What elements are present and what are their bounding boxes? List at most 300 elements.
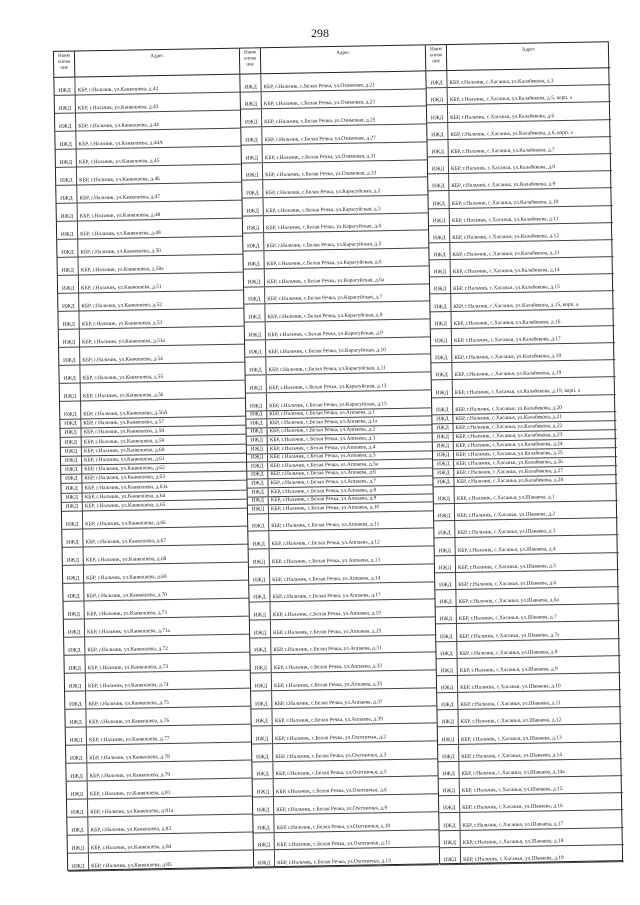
cell-address: КБР, г.Нальчик, ул.Канкошева, д.64	[84, 492, 166, 501]
cell-address: КБР, г.Нальчик, с.Белая Речка, ул.Охотничья, д.10	[276, 822, 391, 831]
cell-address: КБР, г.Нальчик, с.Хасанья, ул.Шаваева, д.6	[458, 580, 557, 588]
table-column-3	[426, 42, 624, 863]
cell-type: ИЖД	[438, 745, 459, 762]
cell-address: КБР, г.Нальчик, с.Хасанья, ул.Шаваева, д.11	[460, 700, 561, 709]
cell-address: КБР, г.Нальчик, с.Хасанья, ул.Калабекова, д.23	[455, 431, 563, 440]
cell-address: КБР, г.Нальчик, с.Белая Речка, ул.Аппаева, д.1	[269, 409, 375, 418]
cell-address: КБР, г.Нальчик, с.Хасанья, ул.Калабекова, д.21	[455, 413, 563, 422]
cell-address: КБР, г.Нальчик, ул.Канкошева, д.47	[79, 194, 161, 202]
cell-address: КБР, г.Нальчик, с.Хасанья, ул.Шаваева, д.15	[461, 786, 563, 795]
cell-type: ИЖД	[251, 673, 272, 690]
cell-address: КБР, г.Нальчик, ул.Канкошева, д.61	[83, 456, 165, 464]
cell-type: ИЖД	[67, 817, 88, 834]
cell-type: ИЖД	[66, 763, 87, 780]
cell-type: ИЖД	[435, 556, 456, 573]
cell-address: КБР, г.Нальчик, ул.Канкошева, д.46	[79, 176, 160, 184]
cell-address: КБР, г.Нальчик, с.Хасанья, ул.Калабекова, д.24	[455, 440, 563, 449]
cell-address: КБР, г.Нальчик, с.Хасанья, ул.Калабекова, д.16	[453, 318, 561, 327]
cell-type: ИЖД	[426, 71, 447, 88]
cell-address: КБР, г.Нальчик, с.Хасанья, ул.Калабекова, д.25	[455, 449, 563, 458]
cell-type: ИЖД	[56, 150, 77, 167]
cell-type: ИЖД	[431, 312, 452, 329]
cell-address: КБР, г.Нальчик, ул.Канкошева, д.53а	[81, 338, 165, 346]
cell-address: КБР, г.Нальчик, с.Хасанья, ул.Шаваева, д.8	[459, 648, 558, 657]
cell-address: КБР, г.Нальчик, с.Белая Речка, ул.Карасуйская, д.7	[267, 294, 383, 303]
cell-type: ИЖД	[63, 547, 84, 564]
cell-address: КБР, г.Нальчик, с.Белая Речка, ул.Карасуйская, д.5	[266, 241, 382, 250]
cell-type: ИЖД	[62, 529, 83, 546]
cell-type: ИЖД	[427, 105, 448, 122]
cell-type: ИЖД	[440, 848, 461, 865]
address-table	[53, 41, 623, 871]
cell-type: ИЖД	[60, 383, 81, 400]
cell-address: КБР, г.Нальчик, ул.Канкошева, д.51	[80, 284, 162, 292]
cell-type: ИЖД	[431, 346, 452, 363]
cell-address: КБР, г.Нальчик, с.Хасанья, ул.Калабекова, д.18	[454, 353, 562, 362]
cell-type: ИЖД	[68, 853, 89, 870]
cell-address: КБР, г.Нальчик, с.Белая Речка, ул.Озимовая, д.21	[263, 82, 375, 90]
header-type: Наим енова ние	[426, 45, 447, 70]
cell-address: КБР, г.Нальчик, с.Хасанья, ул.Калабекова, д.22	[455, 422, 563, 431]
cell-type: ИЖД	[247, 462, 268, 470]
cell-address: КБР, г.Нальчик, с.Хасанья, ул.Калабекова, д.15, корп. а	[453, 301, 579, 310]
cell-address: КБР, г.Нальчик, с.Хасанья, ул.Калабекова, д.11	[451, 215, 559, 224]
cell-type: ИЖД	[60, 419, 81, 428]
cell-address: КБР, г.Нальчик, с.Хасанья, ул.Шаваева, д.5	[457, 562, 556, 571]
cell-address: КБР, г.Нальчик, с.Хасанья, ул.Шаваева, д.14а	[461, 769, 565, 777]
cell-address: КБР, г.Нальчик, с.Белая Речка, ул.Карасуйская, д.15	[269, 400, 387, 409]
cell-type: ИЖД	[250, 656, 271, 673]
cell-type: ИЖД	[432, 398, 453, 415]
cell-address: КБР, г.Нальчик, с.Хасанья, ул.Калабекова, д.6	[450, 112, 555, 121]
cell-address: КБР, г.Нальчик, ул.Канкошева, д.55	[82, 374, 164, 382]
cell-address: КБР, г.Нальчик, с.Хасанья, ул.Шаваева, д.9	[459, 666, 558, 674]
cell-type: ИЖД	[428, 157, 449, 174]
cell-type: ИЖД	[250, 638, 271, 655]
header-type: Наим енова ние	[54, 52, 75, 77]
cell-type: ИЖД	[248, 497, 269, 505]
cell-address: КБР, г.Нальчик, с.Белая Речка, ул.Охотничья, д.9	[276, 805, 388, 813]
cell-type: ИЖД	[429, 209, 450, 226]
cell-type: ИЖД	[58, 275, 79, 292]
cell-type: ИЖД	[435, 573, 456, 590]
cell-address: КБР, г.Нальчик, с.Хасанья, ул.Шаваева, д.3	[457, 528, 556, 537]
cell-address: КБР, г.Нальчик, с.Хасанья, ул.Калабекова, д.13	[452, 250, 560, 259]
cell-address: КБР, г.Нальчик, с.Белая Речка, ул.Аппаева, д.7	[270, 478, 377, 487]
cell-address: КБР, г.Нальчик, ул.Канкошева, д.84	[90, 843, 172, 852]
cell-address: КБР, г.Нальчик, с.Белая Речка, ул.Озимовая, д.31	[264, 152, 377, 161]
cell-type: ИЖД	[248, 488, 269, 496]
cell-type: ИЖД	[254, 850, 275, 867]
cell-type: ИЖД	[437, 693, 458, 710]
cell-type: ИЖД	[433, 478, 454, 486]
cell-address: КБР, г.Нальчик, ул.Канкошева, д.50а	[80, 266, 164, 274]
cell-address: КБР, г.Нальчик, ул.Канкошева, д.75	[88, 699, 169, 708]
cell-type: ИЖД	[55, 132, 76, 149]
cell-type: ИЖД	[246, 393, 267, 410]
cell-type: ИЖД	[431, 363, 452, 380]
cell-address: КБР, г.Нальчик, ул.Канкошева, д.83	[90, 825, 172, 834]
cell-address: КБР, г.Нальчик, ул.Канкошева, д.48	[79, 212, 161, 220]
cell-type: ИЖД	[438, 762, 459, 779]
cell-type: ИЖД	[65, 709, 86, 726]
cell-type: ИЖД	[430, 260, 451, 277]
cell-address: КБР, г.Нальчик, с.Хасанья, ул.Шаваева, д.1	[456, 494, 555, 502]
cell-type: ИЖД	[246, 419, 267, 427]
cell-address: КБР, г.Нальчик, с.Хасанья, ул.Шаваева, д.14	[461, 751, 562, 760]
cell-type: ИЖД	[440, 831, 461, 848]
cell-address: КБР, г.Нальчик, с.Белая Речка, ул.Карасуйская, д.3	[265, 205, 381, 214]
cell-type: ИЖД	[243, 251, 264, 268]
cell-address: КБР, г.Нальчик, с.Белая Речка, ул.Аппаева, д.5	[269, 452, 376, 461]
cell-type: ИЖД	[427, 123, 448, 140]
cell-address: КБР, г.Нальчик, с.Хасанья, ул.Калабекова, д.10	[451, 198, 559, 207]
cell-type: ИЖД	[433, 433, 454, 441]
cell-type: ИЖД	[433, 442, 454, 450]
cell-address: КБР, г.Нальчик, с.Белая Речка, ул.Карасуйская, д.6	[266, 259, 382, 268]
cell-address: КБР, г.Нальчик, с.Белая Речка, ул.Аппаева, д.31	[273, 645, 382, 654]
cell-type: ИЖД	[248, 532, 269, 549]
column-body	[54, 75, 253, 870]
cell-address: КБР, г.Нальчик, с.Хасанья, ул.Шаваева, д.10	[460, 683, 561, 691]
cell-address: КБР, г.Нальчик, с.Белая Речка, ул.Карасуйская, д.11	[268, 365, 387, 374]
cell-address: КБР, г.Нальчик, с.Хасанья, ул.Калабекова, д.8	[450, 164, 556, 173]
cell-type: ИЖД	[250, 620, 271, 637]
cell-type: ИЖД	[59, 365, 80, 382]
cell-type: ИЖД	[431, 329, 452, 346]
cell-address: КБР, г.Нальчик, ул.Канкошева, д.71	[86, 610, 168, 618]
cell-address: КБР, г.Нальчик, ул.Канкошева, д.56	[82, 392, 164, 400]
cell-address: КБР, г.Нальчик, ул.Канкошева, д.73	[87, 663, 169, 672]
cell-type: ИЖД	[436, 624, 457, 641]
cell-address: КБР, г.Нальчик, ул.Канкошева, д.71а	[86, 627, 171, 636]
cell-address: КБР, г.Нальчик, с.Белая Речка, ул.Охотничья, д.13	[277, 858, 391, 867]
cell-type: ИЖД	[61, 438, 82, 447]
cell-type: ИЖД	[427, 88, 448, 105]
cell-address: КБР, г.Нальчик, с.Хасанья, ул.Шаваева, д.19	[463, 855, 564, 863]
cell-type: ИЖД	[437, 659, 458, 676]
cell-type: ИЖД	[433, 460, 454, 468]
cell-address: КБР, г.Нальчик, с.Белая Речка, ул.Охотничья, д.5	[275, 769, 387, 778]
cell-address: КБР, г.Нальчик, с.Белая Речка, ул.Аппаева, д.13	[271, 557, 381, 566]
cell-type: ИЖД	[61, 465, 82, 474]
cell-address: КБР, г.Нальчик, с.Белая Речка, ул.Аппаева, д.2	[269, 426, 376, 435]
cell-address: КБР, г.Нальчик, ул.Канкошева, д.76	[88, 717, 170, 726]
table-row	[68, 851, 253, 872]
cell-type: ИЖД	[241, 127, 262, 144]
cell-type: ИЖД	[63, 565, 84, 582]
cell-type: ИЖД	[428, 174, 449, 191]
cell-address: КБР, г.Нальчик, ул.Канкошева, д.56А	[83, 409, 168, 418]
cell-type: ИЖД	[242, 145, 263, 162]
cell-type: ИЖД	[244, 269, 265, 286]
cell-address: КБР, г.Нальчик, с.Белая Речка, ул.Охотничья, д.6	[275, 787, 387, 796]
cell-address: КБР, г.Нальчик, с.Хасанья, ул.Шаваева, д.13	[460, 734, 562, 743]
cell-address: КБР, г.Нальчик, с.Хасанья, ул.Шаваева, д.16	[462, 803, 563, 812]
cell-type: ИЖД	[249, 567, 270, 584]
cell-type: ИЖД	[64, 601, 85, 618]
cell-type: ИЖД	[439, 813, 460, 830]
cell-address: КБР, г.Нальчик, с.Белая Речка, ул.Охотничья, д.2	[274, 734, 387, 743]
cell-type: ИЖД	[242, 198, 263, 215]
cell-type: ИЖД	[434, 504, 455, 521]
cell-type: ИЖД	[66, 745, 87, 762]
cell-address: КБР, г.Нальчик, ул.Канкошева, д.72	[87, 645, 168, 654]
cell-type: ИЖД	[61, 456, 82, 465]
cell-address: КБР, г.Нальчик, с.Белая Речка, ул.Аппаева, д.14	[272, 574, 381, 583]
cell-type: ИЖД	[437, 676, 458, 693]
cell-type: ИЖД	[66, 727, 87, 744]
cell-type: ИЖД	[249, 549, 270, 566]
cell-address: КБР, г.Нальчик, с.Белая Речка, ул.Аппаева, д.4	[269, 443, 376, 452]
cell-address: КБР, г.Нальчик, с.Хасанья, ул.Калабекова, д.20	[455, 404, 562, 413]
cell-address: КБР, г.Нальчик, ул.Канкошева, д.62	[84, 465, 165, 473]
cell-type: ИЖД	[56, 186, 77, 203]
cell-address: КБР, г.Нальчик, с.Белая Речка, ул.Аппаева, д.5а	[270, 461, 379, 469]
cell-type: ИЖД	[433, 451, 454, 459]
cell-type: ИЖД	[62, 511, 83, 528]
column-header	[54, 49, 239, 78]
cell-address: КБР, г.Нальчик, с.Белая Речка, ул.Озимовая, д.27	[264, 135, 376, 144]
cell-type: ИЖД	[429, 226, 450, 243]
cell-address: КБР, г.Нальчик, ул.Канкошева, д.63а	[84, 483, 168, 492]
cell-type: ИЖД	[247, 480, 268, 488]
cell-type: ИЖД	[62, 493, 83, 502]
cell-type: ИЖД	[64, 619, 85, 636]
cell-address: КБР, г.Нальчик, с.Белая Речка, ул.Аппаева, д.1а	[269, 418, 378, 426]
cell-address: КБР, г.Нальчик, с.Хасанья, ул.Калабекова, д.5, корп. а	[449, 95, 573, 104]
cell-type: ИЖД	[251, 691, 272, 708]
cell-type: ИЖД	[244, 287, 265, 304]
cell-address: КБР, г.Нальчик, с.Белая Речка, ул.Аппаева, д.25	[273, 627, 382, 636]
cell-address: КБР, г.Нальчик, с.Хасанья, ул.Шаваева, д.4	[457, 545, 556, 554]
table-column-2	[240, 45, 440, 866]
table-row	[254, 848, 439, 869]
cell-type: ИЖД	[64, 637, 85, 654]
cell-address: КБР, г.Нальчик, с.Белая Речка, ул.Аппаева, д.33	[273, 663, 383, 672]
cell-type: ИЖД	[251, 709, 272, 726]
cell-type: ИЖД	[57, 257, 78, 274]
cell-address: КБР, г.Нальчик, ул.Канкошева, д.57	[83, 419, 165, 427]
cell-type: ИЖД	[253, 797, 274, 814]
cell-address: КБР, г.Нальчик, с.Хасанья, ул.Калабекова, д.7	[450, 147, 555, 155]
cell-address: КБР, г.Нальчик, ул.Канкошева, д.66	[85, 520, 166, 528]
cell-address: КБР, г.Нальчик, с.Хасанья, ул.Шаваева, д.7а	[459, 631, 560, 640]
cell-address: КБР, г.Нальчик, ул.Канкошева, д.44А	[78, 140, 164, 148]
cell-address: КБР, г.Нальчик, с.Белая Речка, ул.Карасуйская, д.2	[265, 188, 381, 197]
cell-address: КБР, г.Нальчик, с.Белая Речка, ул.Озимовая, д.25	[264, 117, 376, 126]
cell-address: КБР, г.Нальчик, с.Белая Речка, ул.Охотничья, д.3	[275, 751, 387, 760]
cell-type: ИЖД	[243, 234, 264, 251]
cell-type: ИЖД	[253, 815, 274, 832]
cell-type: ИЖД	[247, 437, 268, 445]
cell-type: ИЖД	[241, 110, 262, 127]
cell-type: ИЖД	[243, 216, 264, 233]
cell-address: КБР, г.Нальчик, с.Хасанья, ул.Калабекова, д.28	[456, 476, 564, 485]
cell-address: КБР, г.Нальчик, с.Белая Речка, ул.Аппаева, д.19	[272, 610, 382, 619]
cell-type: ИЖД	[429, 243, 450, 260]
cell-address: КБР, г.Нальчик, с.Хасанья, ул.Калабекова, д.19	[454, 370, 562, 379]
cell-address: КБР, г.Нальчик, ул.Канкошева, д.58	[83, 428, 165, 436]
cell-address: КБР, г.Нальчик, с.Белая Речка, ул.Аппаева, д.17	[272, 592, 381, 601]
cell-address: КБР, г.Нальчик, ул.Канкошева, д.81	[89, 789, 171, 798]
cell-type: ИЖД	[57, 204, 78, 221]
header-type: Наим енова ние	[240, 48, 261, 73]
header-address: Адрес	[336, 50, 350, 56]
cell-type: ИЖД	[65, 673, 86, 690]
cell-address: КБР, г.Нальчик, ул.Канкошева, д.54	[82, 356, 163, 364]
cell-address: КБР, г.Нальчик, с.Белая Речка, ул.Аппаева, д.12	[271, 539, 380, 548]
cell-address: КБР, г.Нальчик, с.Хасанья, ул.Калабекова, д.9	[451, 181, 556, 190]
column-body	[426, 68, 624, 863]
cell-address: КБР, г.Нальчик, с.Хасанья, ул.Шаваева, д.17	[462, 820, 564, 829]
cell-type: ИЖД	[437, 710, 458, 727]
column-header	[426, 42, 610, 71]
cell-type: ИЖД	[246, 375, 267, 392]
cell-address: КБР, г.Нальчик, ул.Канкошева, д.69	[86, 574, 167, 582]
cell-type: ИЖД	[246, 411, 267, 419]
cell-type: ИЖД	[240, 74, 261, 91]
cell-type: ИЖД	[435, 590, 456, 607]
cell-address: КБР, г.Нальчик, ул.Канкошева, д.44	[78, 122, 159, 130]
cell-address: КБР, г.Нальчик, с.Белая Речка, ул.Охотничья, д.11	[276, 840, 391, 849]
cell-address: КБР, г.Нальчик, ул.Канкошева, д.49	[80, 230, 161, 238]
cell-type: ИЖД	[61, 475, 82, 484]
cell-type: ИЖД	[432, 380, 453, 397]
cell-type: ИЖД	[433, 469, 454, 477]
cell-type: ИЖД	[247, 428, 268, 436]
cell-type: ИЖД	[428, 140, 449, 157]
cell-type: ИЖД	[253, 780, 274, 797]
table-row	[440, 845, 624, 865]
cell-address: КБР, г.Нальчик, с.Хасанья, ул.Калабекова, д.26	[456, 458, 563, 467]
cell-address: КБР, г.Нальчик, ул.Канкошева, д.59	[83, 437, 165, 446]
page-number: 298	[311, 26, 329, 40]
cell-type: ИЖД	[436, 607, 457, 624]
cell-type: ИЖД	[247, 445, 268, 453]
cell-type: ИЖД	[241, 92, 262, 109]
cell-address: КБР, г.Нальчик, ул.Канкошева, д.43	[77, 104, 159, 112]
cell-address: КБР, г.Нальчик, с.Белая Речка, ул.Карасуйская, д.6а	[266, 276, 385, 285]
cell-address: КБР, г.Нальчик, с.Хасанья, ул.Калабекова, д.17	[453, 336, 561, 345]
cell-address: КБР, г.Нальчик, с.Хасанья, ул.Калабекова, д.6, корп. а	[450, 129, 573, 138]
cell-type: ИЖД	[59, 347, 80, 364]
cell-type: ИЖД	[68, 835, 89, 852]
cell-type: ИЖД	[54, 78, 75, 95]
cell-address: КБР, г.Нальчик, ул.Канкошева, д.68	[85, 556, 167, 564]
cell-address: КБР, г.Нальчик, с.Белая Речка, ул.Озимовая, д.23	[263, 99, 376, 108]
cell-type: ИЖД	[252, 744, 273, 761]
cell-type: ИЖД	[439, 796, 460, 813]
cell-address: КБР, г.Нальчик, ул.Канкошева, д.63	[84, 474, 165, 482]
cell-type: ИЖД	[245, 358, 266, 375]
cell-address: КБР, г.Нальчик, ул.Канкошева, д.45	[78, 158, 160, 166]
cell-type: ИЖД	[55, 114, 76, 131]
cell-type: ИЖД	[62, 502, 83, 511]
cell-address: КБР, г.Нальчик, с.Хасанья, ул.Шаваева, д.12	[460, 717, 562, 726]
cell-address: КБР, г.Нальчик, с.Белая Речка, ул.Аппаева, д.37	[274, 698, 383, 707]
cell-address: КБР, г.Нальчик, ул.Канкошева, д.79	[89, 771, 171, 780]
cell-address: КБР, г.Нальчик, ул.Канкошева, д.77	[88, 735, 170, 744]
cell-type: ИЖД	[438, 727, 459, 744]
cell-type: ИЖД	[436, 641, 457, 658]
cell-address: КБР, г.Нальчик, с.Белая Речка, ул.Аппаева, д.3	[269, 435, 376, 444]
cell-type: ИЖД	[252, 726, 273, 743]
cell-type: ИЖД	[244, 305, 265, 322]
cell-address: КБР, г.Нальчик, с.Белая Речка, ул.Аппаева, д.35	[273, 681, 383, 690]
column-body	[240, 71, 439, 866]
cell-address: КБР, г.Нальчик, ул.Канкошева, д.52	[81, 302, 162, 310]
cell-address: КБР, г.Нальчик, ул.Канкошева, д.53	[81, 320, 163, 328]
cell-address: КБР, г.Нальчик, с.Белая Речка, ул.Аппаева, д.8	[270, 486, 377, 495]
cell-type: ИЖД	[249, 585, 270, 602]
cell-address: КБР, г.Нальчик, с.Хасанья, ул.Калабекова, д.15	[453, 284, 560, 293]
cell-type: ИЖД	[252, 762, 273, 779]
cell-type: ИЖД	[61, 484, 82, 493]
cell-address: КБР, г.Нальчик, ул.Канкошева, д.60	[83, 446, 165, 455]
cell-type: ИЖД	[439, 779, 460, 796]
cell-address: КБР, г.Нальчик, ул.Канкошева, д.70	[86, 592, 168, 600]
cell-address: КБР, г.Нальчик, ул.Канкошева, д.67	[85, 538, 167, 546]
cell-type: ИЖД	[58, 293, 79, 310]
cell-type: ИЖД	[250, 602, 271, 619]
cell-type: ИЖД	[64, 655, 85, 672]
cell-address: КБР, г.Нальчик, с.Белая Речка, ул.Аппаева, д.10	[270, 504, 380, 512]
cell-type: ИЖД	[432, 424, 453, 432]
cell-address: КБР, г.Нальчик, с.Белая Речка, ул.Аппаева, д.39	[274, 716, 383, 725]
cell-type: ИЖД	[55, 96, 76, 113]
cell-address: КБР, г.Нальчик, с.Белая Речка, ул.Карасуйская, д.4	[265, 223, 382, 232]
cell-type: ИЖД	[248, 505, 269, 513]
cell-address: КБР, г.Нальчик, ул.Канкошева, д.42	[77, 86, 159, 94]
cell-address: КБР, г.Нальчик, с.Белая Речка, ул.Карасуйская, д.9	[267, 329, 383, 338]
cell-type: ИЖД	[65, 691, 86, 708]
cell-address: КБР, г.Нальчик, ул.Канкошева, д.74	[87, 681, 169, 690]
cell-type: ИЖД	[434, 487, 455, 504]
cell-type: ИЖД	[245, 340, 266, 357]
cell-type: ИЖД	[434, 521, 455, 538]
cell-type: ИЖД	[247, 471, 268, 479]
cell-type: ИЖД	[430, 277, 451, 294]
cell-address: КБР, г.Нальчик, с.Белая Речка, ул.Аппаева, д.6	[270, 469, 376, 478]
cell-type: ИЖД	[67, 781, 88, 798]
cell-address: КБР, г.Нальчик, с.Хасанья, ул.Шаваева, д.6а	[458, 597, 559, 606]
cell-type: ИЖД	[58, 311, 79, 328]
cell-address: КБР, г.Нальчик, ул.Канкошева, д.85	[91, 861, 172, 870]
cell-type: ИЖД	[56, 168, 77, 185]
cell-type: ИЖД	[428, 191, 449, 208]
cell-address: КБР, г.Нальчик, с.Белая Речка, ул.Карасуйская, д.13	[268, 382, 387, 392]
table-column-1	[54, 49, 254, 870]
cell-address: КБР, г.Нальчик, с.Белая Речка, ул.Карасуйская, д.8	[267, 312, 383, 321]
cell-address: КБР, г.Нальчик, с.Хасанья, ул.Калабекова, д.12	[452, 233, 559, 241]
cell-address: КБР, г.Нальчик, с.Хасанья, ул.Калабекова, д.3	[449, 78, 554, 87]
cell-address: КБР, г.Нальчик, ул.Канкошева, д.81а	[90, 807, 174, 816]
header-address: Адрес	[150, 53, 164, 60]
cell-address: КБР, г.Нальчик, с.Хасанья, ул.Калабекова, д.19, корп. а	[454, 387, 581, 396]
cell-type: ИЖД	[60, 429, 81, 438]
cell-type: ИЖД	[247, 454, 268, 462]
cell-type: ИЖД	[245, 322, 266, 339]
cell-address: КБР, г.Нальчик, с.Белая Речка, ул.Аппаева, д.9	[270, 495, 377, 504]
cell-type: ИЖД	[242, 163, 263, 180]
cell-type: ИЖД	[434, 538, 455, 555]
cell-address: КБР, г.Нальчик, с.Хасанья, ул.Шаваева, д.7	[458, 614, 557, 623]
cell-address: КБР, г.Нальчик, с.Белая Речка, ул.Аппаева, д.11	[271, 521, 380, 530]
cell-type: ИЖД	[242, 181, 263, 198]
cell-type: ИЖД	[432, 415, 453, 423]
cell-type: ИЖД	[254, 833, 275, 850]
